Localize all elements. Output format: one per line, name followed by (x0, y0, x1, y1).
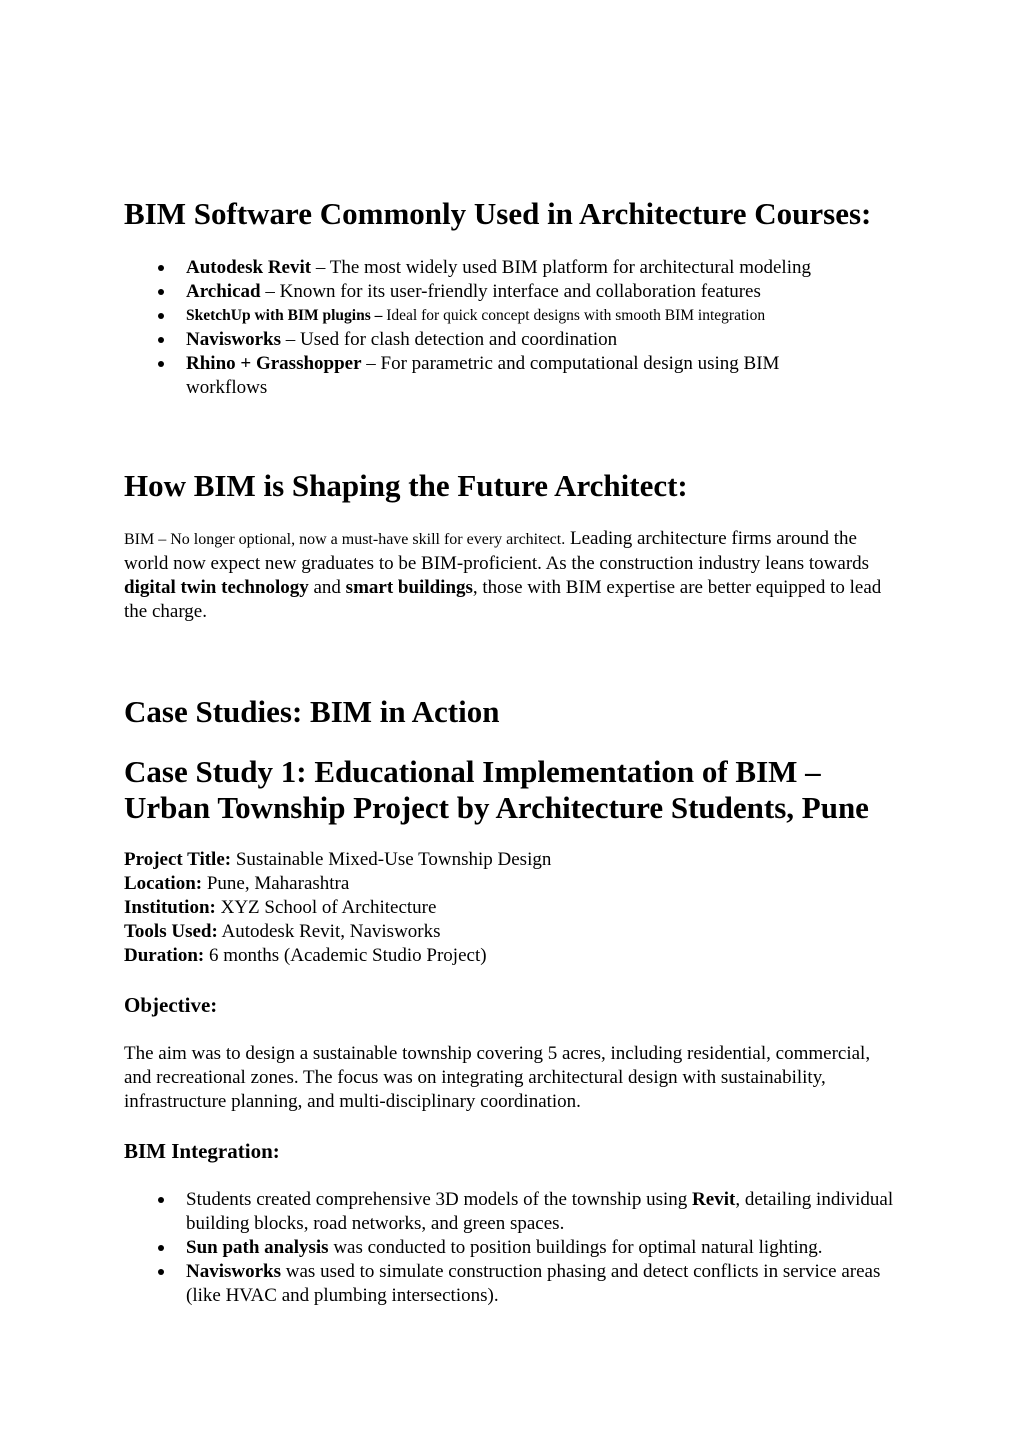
list-item: Sun path analysis was conducted to position buildings for optimal natural lighting. (124, 1236, 914, 1260)
meta-institution: Institution: XYZ School of Architecture (124, 897, 437, 918)
case-study-1-heading: Case Study 1: Educational Implementation of BIM – Urban Township Project by Architecture Students, Pune (124, 754, 869, 825)
meta-duration: Duration: 6 months (Academic Studio Project) (124, 945, 487, 966)
integration-heading: BIM Integration: (124, 1139, 280, 1163)
list-item: Rhino + Grasshopper – For parametric and computational design using BIM workflows (124, 352, 914, 400)
objective-heading: Objective: (124, 993, 218, 1017)
list-item: Autodesk Revit – The most widely used BIM platform for architectural modeling (124, 256, 914, 280)
list-item: SketchUp with BIM plugins – Ideal for quick concept designs with smooth BIM integration (124, 304, 914, 328)
list-item: Archicad – Known for its user-friendly interface and collaboration features (124, 280, 914, 304)
future-paragraph: BIM – No longer optional, now a must-have skill for every architect. Leading architecture firms around the world now expect new graduates to be BIM-proficient. As the construction industry leans towards digital twin technology and smart buildings, those with BIM expertise are better equipped to lead the charge. (124, 528, 882, 622)
objective-text: The aim was to design a sustainable township covering 5 acres, including residential, commercial, and recreational zones. The focus was on integrating architectural design with sustainability, infrastructure planning, and multi-disciplinary coordination. (124, 1043, 871, 1112)
software-heading: BIM Software Commonly Used in Architecture Courses: (124, 196, 872, 231)
meta-tools-used: Tools Used: Autodesk Revit, Navisworks (124, 921, 441, 942)
list-item: Navisworks was used to simulate construction phasing and detect conflicts in service areas (like HVAC and plumbing intersections). (124, 1260, 914, 1308)
list-item: Students created comprehensive 3D models of the township using Revit, detailing individual building blocks, road networks, and green spaces. (124, 1188, 914, 1236)
cases-heading: Case Studies: BIM in Action (124, 694, 500, 729)
case-study-meta (124, 848, 551, 968)
future-heading: How BIM is Shaping the Future Architect: (124, 468, 688, 503)
meta-project-title: Project Title: Sustainable Mixed-Use Township Design (124, 849, 552, 870)
meta-location: Location: Pune, Maharashtra (124, 873, 350, 894)
software-list (124, 256, 914, 400)
list-item: Navisworks – Used for clash detection and coordination (124, 328, 914, 352)
integration-list (124, 1188, 914, 1308)
